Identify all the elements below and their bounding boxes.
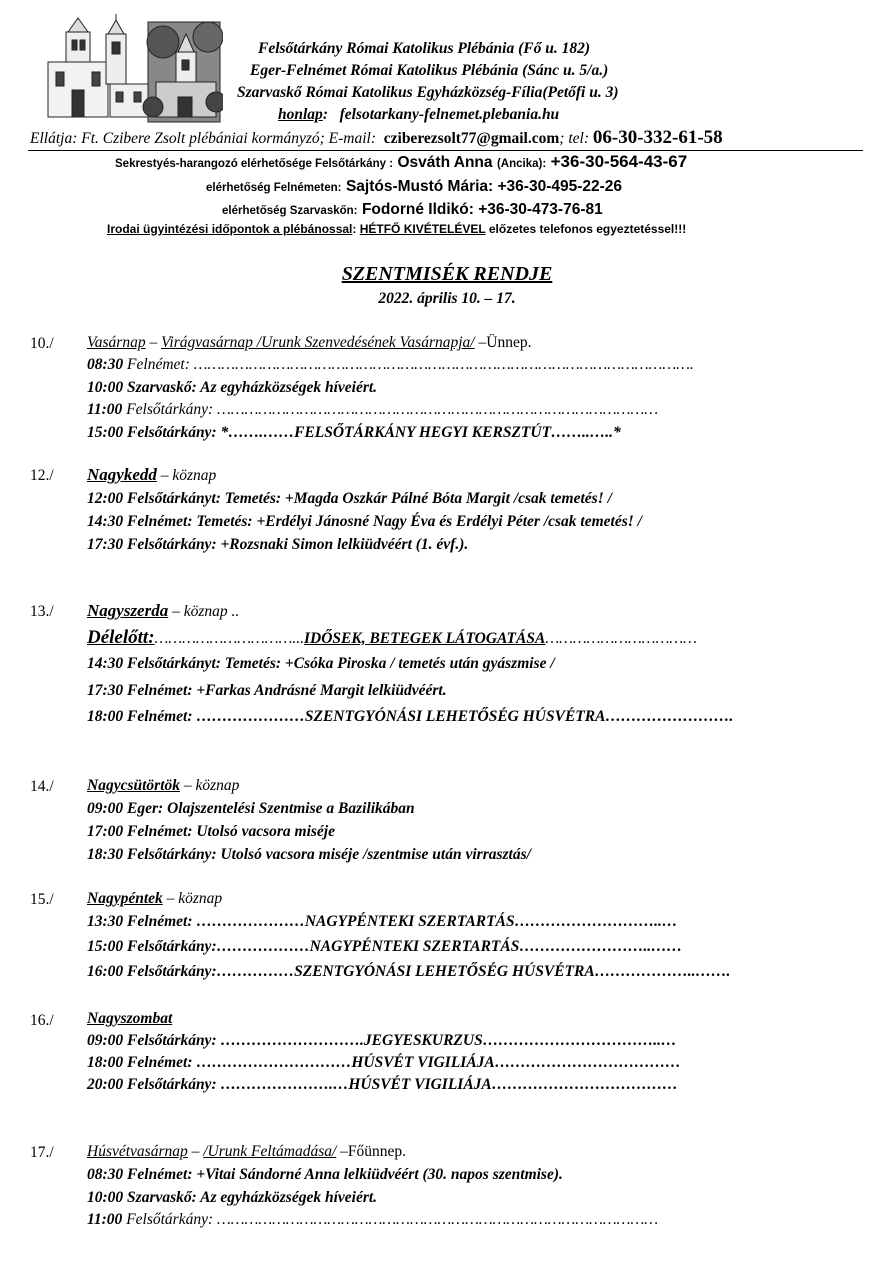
mass-line: 11:00 Felsőtárkány: …………………………………………………………………………………… bbox=[87, 1211, 659, 1228]
day-header bbox=[87, 334, 531, 352]
sekrestyes-line bbox=[115, 152, 687, 172]
homepage-line bbox=[278, 106, 559, 124]
day-header bbox=[87, 1143, 406, 1161]
day-number: 15./ bbox=[30, 891, 54, 908]
irodai-line bbox=[107, 222, 686, 236]
day-name: Húsvétvasárnap bbox=[87, 1143, 188, 1160]
tel-label: ; tel: bbox=[559, 130, 589, 147]
mass-line: 18:00 Felnémet: …………………………HÚSVÉT VIGILIÁJA……………………………… bbox=[87, 1054, 681, 1071]
mass-line: 08:30 Felnémet: ………………………………………………………………………………………………. bbox=[87, 356, 694, 373]
day-header bbox=[87, 601, 239, 621]
day-tail: – köznap bbox=[180, 777, 240, 794]
irodai-b: : bbox=[352, 222, 357, 236]
mass-line: 18:30 Felsőtárkány: Utolsó vacsora miséje /szentmise után virrasztás/ bbox=[87, 846, 531, 863]
day-number: 14./ bbox=[30, 778, 54, 795]
day-header bbox=[87, 890, 222, 908]
day-number: 16./ bbox=[30, 1012, 54, 1029]
ellatja-line bbox=[30, 127, 723, 149]
delelott-text: IDŐSEK, BETEGEK LÁTOGATÁSA bbox=[303, 630, 546, 647]
mass-line: 14:30 Felsőtárkányt: Temetés: +Csóka Piroska / temetés után gyászmise / bbox=[87, 655, 555, 672]
mass-line: 17:00 Felnémet: Utolsó vacsora miséje bbox=[87, 823, 335, 840]
homepage-label: honlap bbox=[278, 106, 323, 123]
delelott-label: Délelőtt: bbox=[87, 627, 155, 648]
day-header bbox=[87, 465, 216, 485]
day-sep: – bbox=[187, 1143, 204, 1160]
sekrestyes-tel: +36-30-564-43-67 bbox=[550, 152, 688, 171]
mass-line: 10:00 Szarvaskő: Az egyházközségek híveiért. bbox=[87, 1189, 378, 1206]
parish-3: Szarvaskő Római Katolikus Egyházközség-Fília(Petőfi u. 3) bbox=[237, 84, 619, 101]
mass-line: 12:00 Felsőtárkányt: Temetés: +Magda Oszkár Pálné Bóta Margit /csak temetés! / bbox=[87, 490, 612, 507]
mass-line: 20:00 Felsőtárkány: ………………….…HÚSVÉT VIGILIÁJA……………………………… bbox=[87, 1076, 678, 1093]
szarvasko-value: Fodorné Ildikó: +36-30-473-76-81 bbox=[361, 201, 603, 218]
day-desc: /Urunk Feltámadása/ bbox=[203, 1143, 337, 1160]
day-tail: – köznap .. bbox=[168, 603, 240, 620]
day-tail: – köznap bbox=[156, 467, 217, 484]
day-tail: –Ünnep. bbox=[474, 334, 532, 351]
day-name: Vasárnap bbox=[87, 334, 146, 351]
sekrestyes-nick: (Ancika): bbox=[496, 158, 547, 170]
mass-line: 15:00 Felsőtárkány: *…….……FELSŐTÁRKÁNY HEGYI KERSZTÚT……..…..* bbox=[87, 424, 621, 441]
day-name: Nagycsütörtök bbox=[87, 777, 180, 794]
day-tail: –Főünnep. bbox=[336, 1143, 407, 1160]
parish-1: Felsőtárkány Római Katolikus Plébánia (Fő u. 182) bbox=[258, 40, 590, 57]
mass-line: 17:30 Felnémet: +Farkas Andrásné Margit lelkiüdvéért. bbox=[87, 682, 447, 699]
email-link[interactable]: cziberezsolt77@gmail.com bbox=[383, 130, 560, 147]
irodai-d: előzetes telefonos egyeztetéssel!!! bbox=[488, 222, 687, 236]
day-name: Nagykedd bbox=[87, 465, 157, 484]
irodai-c: HÉTFŐ KIVÉTELÉVEL bbox=[359, 222, 486, 236]
day-name: Nagypéntek bbox=[87, 890, 163, 907]
page-title: SZENTMISÉK RENDJE bbox=[341, 263, 553, 285]
mass-line: 10:00 Szarvaskő: Az egyházközségek híveiért. bbox=[87, 379, 378, 396]
mass-line: 18:00 Felnémet: …………………SZENTGYÓNÁSI LEHETŐSÉG HÚSVÉTRA……………………. bbox=[87, 708, 734, 725]
day-desc: Virágvasárnap /Urunk Szenvedésének Vasárnapja/ bbox=[161, 334, 475, 351]
mass-line: 16:00 Felsőtárkány:……………SZENTGYÓNÁSI LEHETŐSÉG HÚSVÉTRA………………..……. bbox=[87, 963, 731, 980]
mass-line: 14:30 Felnémet: Temetés: +Erdélyi Jánosné Nagy Éva és Erdélyi Péter /csak temetés! / bbox=[87, 513, 642, 530]
day-sep: – bbox=[145, 334, 162, 351]
day-name: Nagyszombat bbox=[87, 1010, 173, 1027]
szarvasko-label: elérhetőség Szarvaskőn: bbox=[222, 205, 358, 217]
mass-line: 09:00 Eger: Olajszentelési Szentmise a Bazilikában bbox=[87, 800, 415, 817]
mass-line: 09:00 Felsőtárkány: ……………………….JEGYESKURZUS……………………………..… bbox=[87, 1032, 677, 1049]
irodai-a: Irodai ügyintézési időpontok a plébánossal bbox=[107, 222, 353, 236]
day-number: 17./ bbox=[30, 1144, 54, 1161]
day-header bbox=[87, 1010, 172, 1028]
tel-number: 06-30-332-61-58 bbox=[592, 127, 723, 148]
header-rule bbox=[28, 150, 863, 151]
homepage-colon: : bbox=[322, 106, 328, 123]
parish-2: Eger-Felnémet Római Katolikus Plébánia (Sánc u. 5/a.) bbox=[250, 62, 609, 79]
day-number: 12./ bbox=[30, 467, 54, 484]
ellatja-text: Ellátja: Ft. Czibere Zsolt plébániai kormányzó; E-mail: bbox=[30, 130, 376, 147]
dots: …………………………... bbox=[154, 630, 304, 647]
day-header bbox=[87, 777, 239, 795]
day-tail: – köznap bbox=[162, 890, 223, 907]
mass-line: 08:30 Felnémet: +Vitai Sándorné Anna lelkiüdvéért (30. napos szentmise). bbox=[87, 1166, 563, 1183]
mass-line: 15:00 Felsőtárkány:………………NAGYPÉNTEKI SZERTARTÁS……………………..…… bbox=[87, 938, 683, 955]
mass-line: 17:30 Felsőtárkány: +Rozsnaki Simon lelkiüdvéért (1. évf.). bbox=[87, 536, 469, 553]
day-number: 10./ bbox=[30, 335, 54, 352]
mass-line: 13:30 Felnémet: …………………NAGYPÉNTEKI SZERTARTÁS………………………..… bbox=[87, 913, 678, 930]
church-logo bbox=[38, 12, 223, 127]
mass-line: 11:00 Felsőtárkány: …………………………………………………………………………………… bbox=[87, 401, 659, 418]
page-subtitle: 2022. április 10. – 17. bbox=[378, 290, 516, 307]
day-name: Nagyszerda bbox=[87, 601, 169, 620]
sekrestyes-label: Sekrestyés-harangozó elérhetősége Felsőtárkány : bbox=[115, 158, 394, 170]
delelott-line bbox=[87, 627, 697, 649]
sekrestyes-name: Osváth Anna bbox=[397, 154, 493, 171]
dots: …………………………… bbox=[545, 630, 697, 647]
day-number: 13./ bbox=[30, 603, 54, 620]
homepage-url[interactable]: felsotarkany-felnemet.plebania.hu bbox=[339, 106, 560, 123]
felnemet-value: Sajtós-Mustó Mária: +36-30-495-22-26 bbox=[345, 178, 623, 195]
felnemet-contact bbox=[206, 178, 622, 196]
felnemet-label: elérhetőség Felnémeten: bbox=[206, 182, 342, 194]
szarvasko-contact bbox=[222, 201, 603, 219]
